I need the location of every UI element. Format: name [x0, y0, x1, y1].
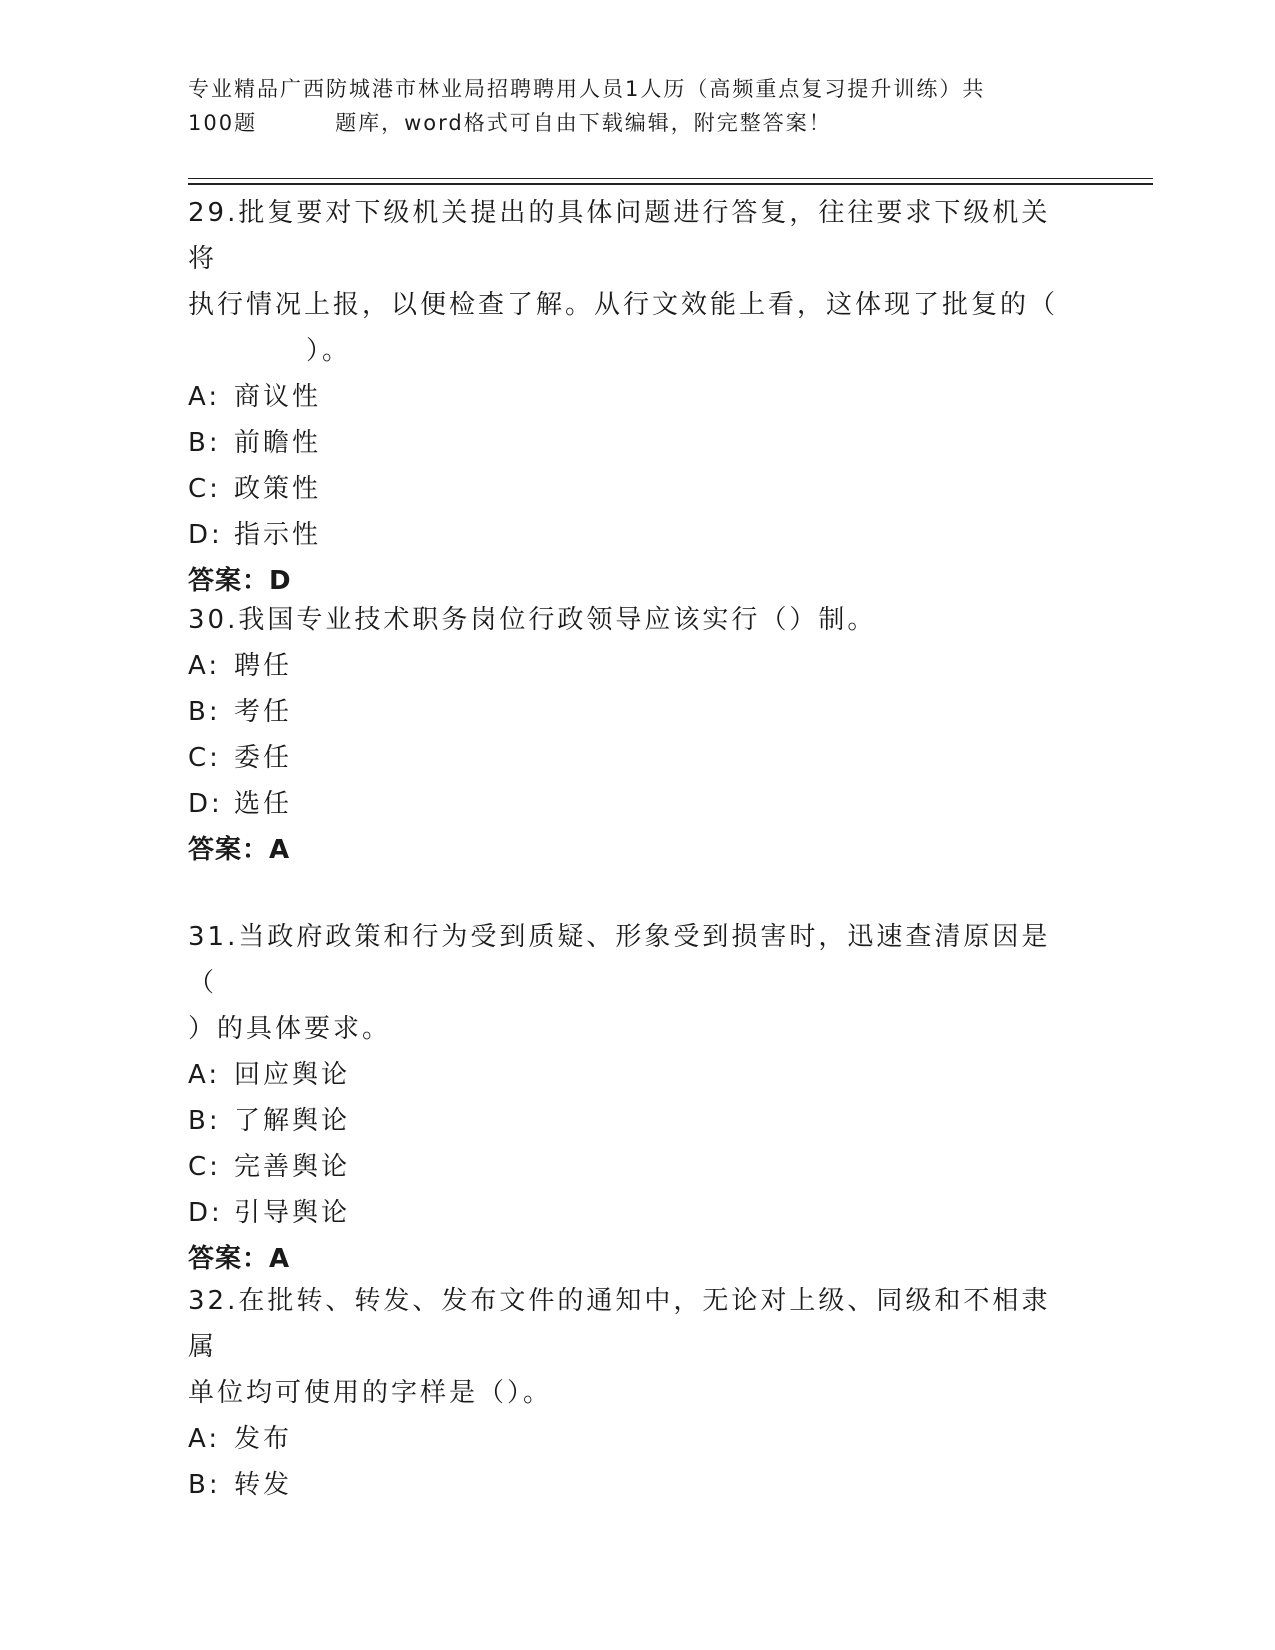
- option-c: [188, 1144, 1078, 1190]
- option-key: A:: [188, 1424, 221, 1454]
- option-text: 委任: [234, 743, 293, 773]
- option-key: C:: [188, 1152, 221, 1182]
- header-line-2: [188, 106, 1068, 140]
- option-b: [188, 420, 1078, 466]
- option-text: 商议性: [234, 382, 322, 412]
- document-header: [188, 72, 1068, 140]
- answer: 答案：A: [188, 1244, 291, 1274]
- question-stem-line: 32.在批转、转发、发布文件的通知中，无论对上级、同级和不相隶属: [188, 1286, 1051, 1362]
- option-a: [188, 1416, 1078, 1462]
- question-stem-line: 31.当政府政策和行为受到质疑、形象受到损害时，迅速查清原因是（: [188, 922, 1051, 998]
- option-key: B:: [188, 428, 221, 458]
- answer: 答案：D: [188, 566, 292, 596]
- option-text: 引导舆论: [234, 1198, 351, 1228]
- option-key: B:: [188, 1470, 221, 1500]
- question-stem: [188, 1278, 1078, 1416]
- option-text: 发布: [234, 1424, 293, 1454]
- option-b: [188, 689, 1078, 735]
- option-key: C:: [188, 743, 221, 773]
- option-text: 考任: [234, 697, 293, 727]
- option-c: [188, 466, 1078, 512]
- option-a: [188, 1052, 1078, 1098]
- header-line-1: 专业精品广西防城港市林业局招聘聘用人员1人历（高频重点复习提升训练）共: [188, 77, 986, 101]
- option-a: [188, 374, 1078, 420]
- option-b: [188, 1098, 1078, 1144]
- question-29: [188, 190, 1078, 604]
- option-key: A:: [188, 1060, 221, 1090]
- question-stem: [188, 190, 1078, 374]
- option-text: 了解舆论: [234, 1106, 351, 1136]
- question-30: [188, 597, 1078, 873]
- option-text: 转发: [234, 1470, 293, 1500]
- question-stem-line: 执行情况上报，以便检查了解。从行文效能上看，这体现了批复的（: [188, 290, 1059, 320]
- option-key: D:: [188, 520, 223, 550]
- answer: 答案：A: [188, 835, 291, 865]
- header-question-count: 100题: [188, 111, 258, 135]
- option-text: 选任: [234, 789, 293, 819]
- question-stem-line: 29.批复要对下级机关提出的具体问题进行答复，往往要求下级机关将: [188, 198, 1051, 274]
- option-d: [188, 781, 1078, 827]
- header-divider-thin: [188, 178, 1153, 179]
- option-text: 聘任: [234, 651, 293, 681]
- option-c: [188, 735, 1078, 781]
- option-d: [188, 1190, 1078, 1236]
- option-key: D:: [188, 789, 223, 819]
- option-key: B:: [188, 697, 221, 727]
- option-text: 前瞻性: [234, 428, 322, 458]
- option-key: B:: [188, 1106, 221, 1136]
- question-stem-line: 单位均可使用的字样是（）。: [188, 1378, 553, 1408]
- question-stem: [188, 597, 1078, 643]
- option-key: A:: [188, 382, 221, 412]
- header-divider-thick: [188, 183, 1153, 185]
- question-stem: [188, 914, 1078, 1052]
- question-stem-line: 30.我国专业技术职务岗位行政领导应该实行（）制。: [188, 605, 877, 635]
- option-text: 政策性: [234, 474, 322, 504]
- question-stem-line: ）的具体要求。: [188, 1014, 392, 1044]
- option-key: C:: [188, 474, 221, 504]
- option-text: 完善舆论: [234, 1152, 351, 1182]
- option-d: [188, 512, 1078, 558]
- option-text: 指示性: [234, 520, 322, 550]
- option-key: D:: [188, 1198, 223, 1228]
- option-text: 回应舆论: [234, 1060, 351, 1090]
- option-a: [188, 643, 1078, 689]
- option-b: [188, 1462, 1078, 1508]
- question-32: [188, 1278, 1078, 1508]
- option-key: A:: [188, 651, 221, 681]
- question-31: [188, 914, 1078, 1282]
- question-stem-line: ）。: [306, 336, 352, 366]
- header-description: 题库，word格式可自由下载编辑，附完整答案！: [335, 111, 832, 135]
